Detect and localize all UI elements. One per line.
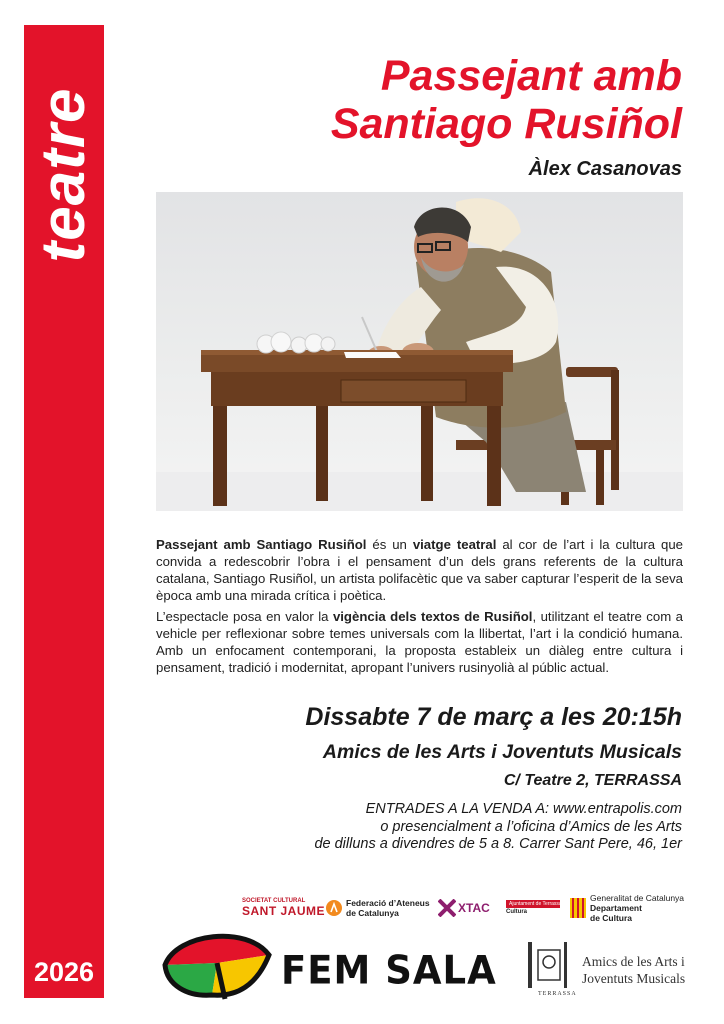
amics-de-les-arts-logo bbox=[520, 940, 684, 1002]
gencat-line-3: de Cultura bbox=[590, 913, 633, 923]
xtac-logo bbox=[438, 892, 490, 924]
ticket-line-2: o presencialment a l’oficina d’Amics de les Arts bbox=[380, 818, 682, 835]
ateneus-icon bbox=[326, 900, 342, 916]
ateneus-line-2: de Catalunya bbox=[346, 908, 399, 918]
description-text: al cor de l’art i la cultura que convida a redescobrir l’obra i el pensament d’un dels grans referents de la cultura catalana, Santiago Rusiñol, un artista polifacètic que va saber capturar l’esperit de la seva època amb una mirada crítica i poètica. bbox=[156, 537, 683, 603]
xtac-label: XTAC bbox=[458, 901, 490, 915]
amics-line-1: Amics de les Arts i bbox=[582, 954, 685, 969]
author-name: Àlex Casanovas bbox=[528, 158, 682, 180]
amics-line-2: Joventuts Musicals bbox=[582, 971, 686, 986]
description-paragraph-1 bbox=[156, 536, 683, 604]
ajuntament-label: Ajuntament de Terrassa bbox=[506, 900, 560, 908]
amics-emblem-icon bbox=[520, 940, 576, 990]
description-text: L’espectacle posa en valor la bbox=[156, 609, 333, 624]
event-description bbox=[156, 536, 683, 680]
amics-city: TERRASSA bbox=[538, 991, 577, 997]
description-text: és un bbox=[366, 537, 413, 552]
category-sidebar bbox=[24, 25, 104, 998]
category-label: teatre bbox=[29, 87, 98, 263]
page-title bbox=[331, 52, 682, 148]
gencat-line-2: Departament bbox=[590, 903, 642, 913]
sponsor-logos bbox=[240, 892, 685, 924]
performance-photo bbox=[156, 192, 683, 511]
senyera-icon bbox=[570, 898, 586, 918]
description-bold-text: viatge teatral bbox=[412, 537, 497, 552]
year-label: 2026 bbox=[33, 957, 95, 987]
ticket-line-1: ENTRADES A LA VENDA A: www.entrapolis.com bbox=[365, 801, 682, 817]
event-date: Dissabte 7 de març a les 20:15h bbox=[305, 703, 682, 731]
ajuntament-sub: Cultura bbox=[506, 908, 527, 915]
description-paragraph-2 bbox=[156, 608, 683, 676]
description-bold-text: Passejant amb Santiago Rusiñol bbox=[156, 537, 367, 552]
title-line-1: Passejant amb bbox=[380, 52, 682, 100]
gencat-logo bbox=[570, 892, 684, 924]
title-line-2: Santiago Rusiñol bbox=[330, 100, 682, 148]
description-text: , utilitzant el teatre com a vehicle per reflexionar sobre temes universals com la llibertat, l’art i la condició humana. Amb un enfocament contemporani, la proposta estableix un diàleg entre cultura i pensament, tradició i modernitat, apropant l’univers rusinyolià al públic actual. bbox=[156, 609, 683, 675]
ticket-line-3: de dilluns a divendres de 5 a 8. Carrer Sant Pere, 46, 1er bbox=[314, 836, 682, 852]
ticket-info bbox=[314, 801, 682, 854]
ateneus-line-1: Federació d’Ateneus bbox=[346, 898, 430, 908]
umbrella-icon bbox=[157, 925, 277, 1001]
event-address: C/ Teatre 2, TERRASSA bbox=[503, 772, 682, 789]
sant-jaume-name: SANT JAUME bbox=[242, 904, 326, 918]
sant-jaume-subtitle: SOCIETAT CULTURAL bbox=[242, 898, 306, 904]
ajuntament-logo bbox=[506, 892, 560, 924]
gencat-line-1: Generalitat de Catalunya bbox=[590, 893, 685, 903]
description-bold-text: vigència dels textos de Rusiñol bbox=[332, 609, 533, 624]
fem-sala-logo bbox=[157, 925, 507, 1001]
sant-jaume-logo bbox=[242, 892, 325, 924]
fem-sala-wordmark: FEM SALA bbox=[281, 947, 497, 994]
xtac-icon bbox=[438, 899, 456, 917]
event-venue: Amics de les Arts i Joventuts Musicals bbox=[322, 741, 682, 763]
ateneus-logo bbox=[326, 892, 430, 924]
